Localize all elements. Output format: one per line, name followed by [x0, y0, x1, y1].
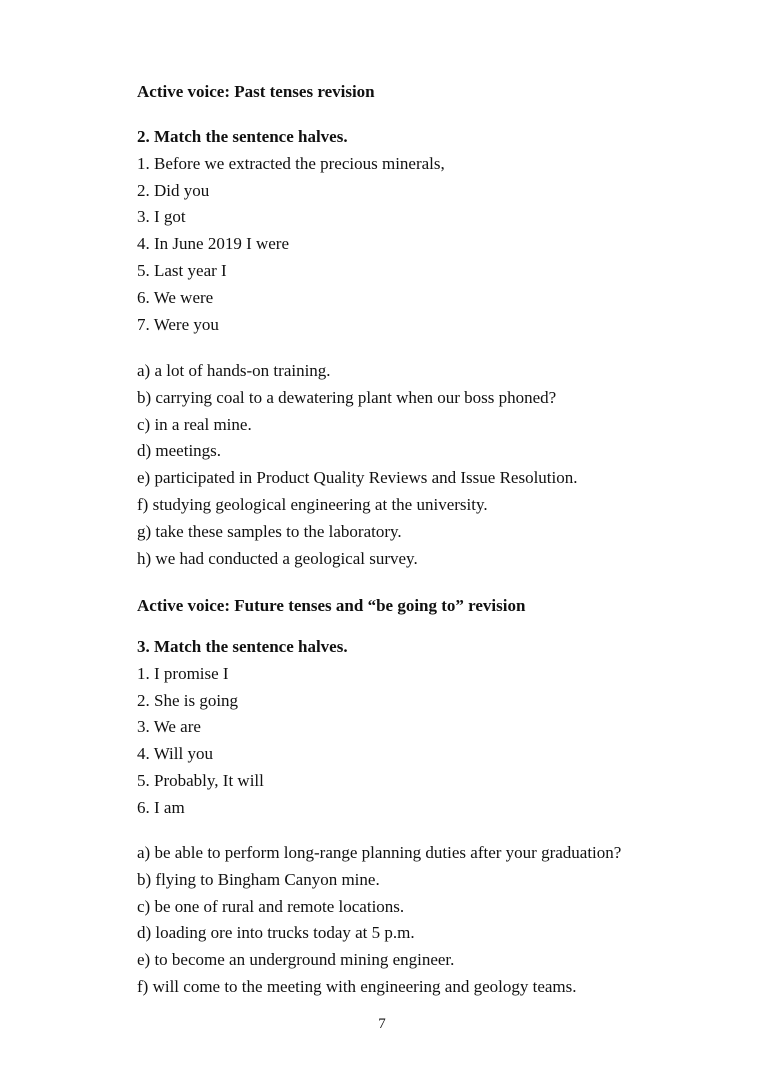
- list-item: f) will come to the meeting with engineering and geology teams.: [137, 976, 577, 996]
- task-3-first-halves: [137, 661, 727, 822]
- list-item: 7. Were you: [137, 314, 219, 334]
- list-item: d) loading ore into trucks today at 5 p.m.: [137, 923, 415, 943]
- list-item: 1. I promise I: [137, 663, 229, 683]
- list-item: g) take these samples to the laboratory.: [137, 521, 402, 541]
- list-item: 1. Before we extracted the precious minerals,: [137, 153, 445, 173]
- section-1-heading: Active voice: Past tenses revision: [137, 82, 375, 101]
- list-item: 2. Did you: [137, 180, 210, 200]
- list-item: e) participated in Product Quality Reviews and Issue Resolution.: [137, 468, 578, 488]
- list-item: a) a lot of hands-on training.: [137, 361, 331, 380]
- list-item: 4. Will you: [137, 744, 213, 764]
- page-number: 7: [378, 1016, 386, 1032]
- section-2-header: [137, 596, 727, 616]
- list-item: c) be one of rural and remote locations.: [137, 896, 405, 916]
- section-1-header: [137, 82, 727, 102]
- section-2-heading: Active voice: Future tenses and “be going to” revision: [137, 596, 526, 615]
- task-2-title: 2. Match the sentence halves.: [137, 127, 348, 146]
- list-item: d) meetings.: [137, 441, 222, 461]
- list-item: 3. We are: [137, 717, 201, 737]
- task-3-title: 3. Match the sentence halves.: [137, 637, 348, 656]
- task-3-second-halves: [137, 840, 727, 1001]
- task-3-endings: [137, 840, 727, 1001]
- list-item: 5. Last year I: [137, 260, 227, 280]
- list-item: a) be able to perform long-range planning duties after your graduation?: [137, 843, 622, 862]
- list-item: 5. Probably, It will: [137, 770, 264, 790]
- task-3: [137, 634, 727, 822]
- list-item: b) carrying coal to a dewatering plant when our boss phoned?: [137, 387, 557, 407]
- list-item: 6. We were: [137, 287, 214, 307]
- task-2-endings: [137, 358, 727, 572]
- list-item: b) flying to Bingham Canyon mine.: [137, 869, 380, 889]
- list-item: 2. She is going: [137, 690, 239, 710]
- task-2-first-halves: [137, 151, 727, 339]
- list-item: c) in a real mine.: [137, 414, 252, 434]
- list-item: h) we had conducted a geological survey.: [137, 548, 418, 568]
- list-item: e) to become an underground mining engineer.: [137, 950, 455, 970]
- list-item: 3. I got: [137, 207, 186, 227]
- list-item: 4. In June 2019 I were: [137, 234, 290, 254]
- list-item: f) studying geological engineering at the university.: [137, 494, 488, 514]
- task-2: [137, 124, 727, 338]
- list-item: 6. I am: [137, 797, 185, 817]
- task-2-second-halves: [137, 358, 727, 572]
